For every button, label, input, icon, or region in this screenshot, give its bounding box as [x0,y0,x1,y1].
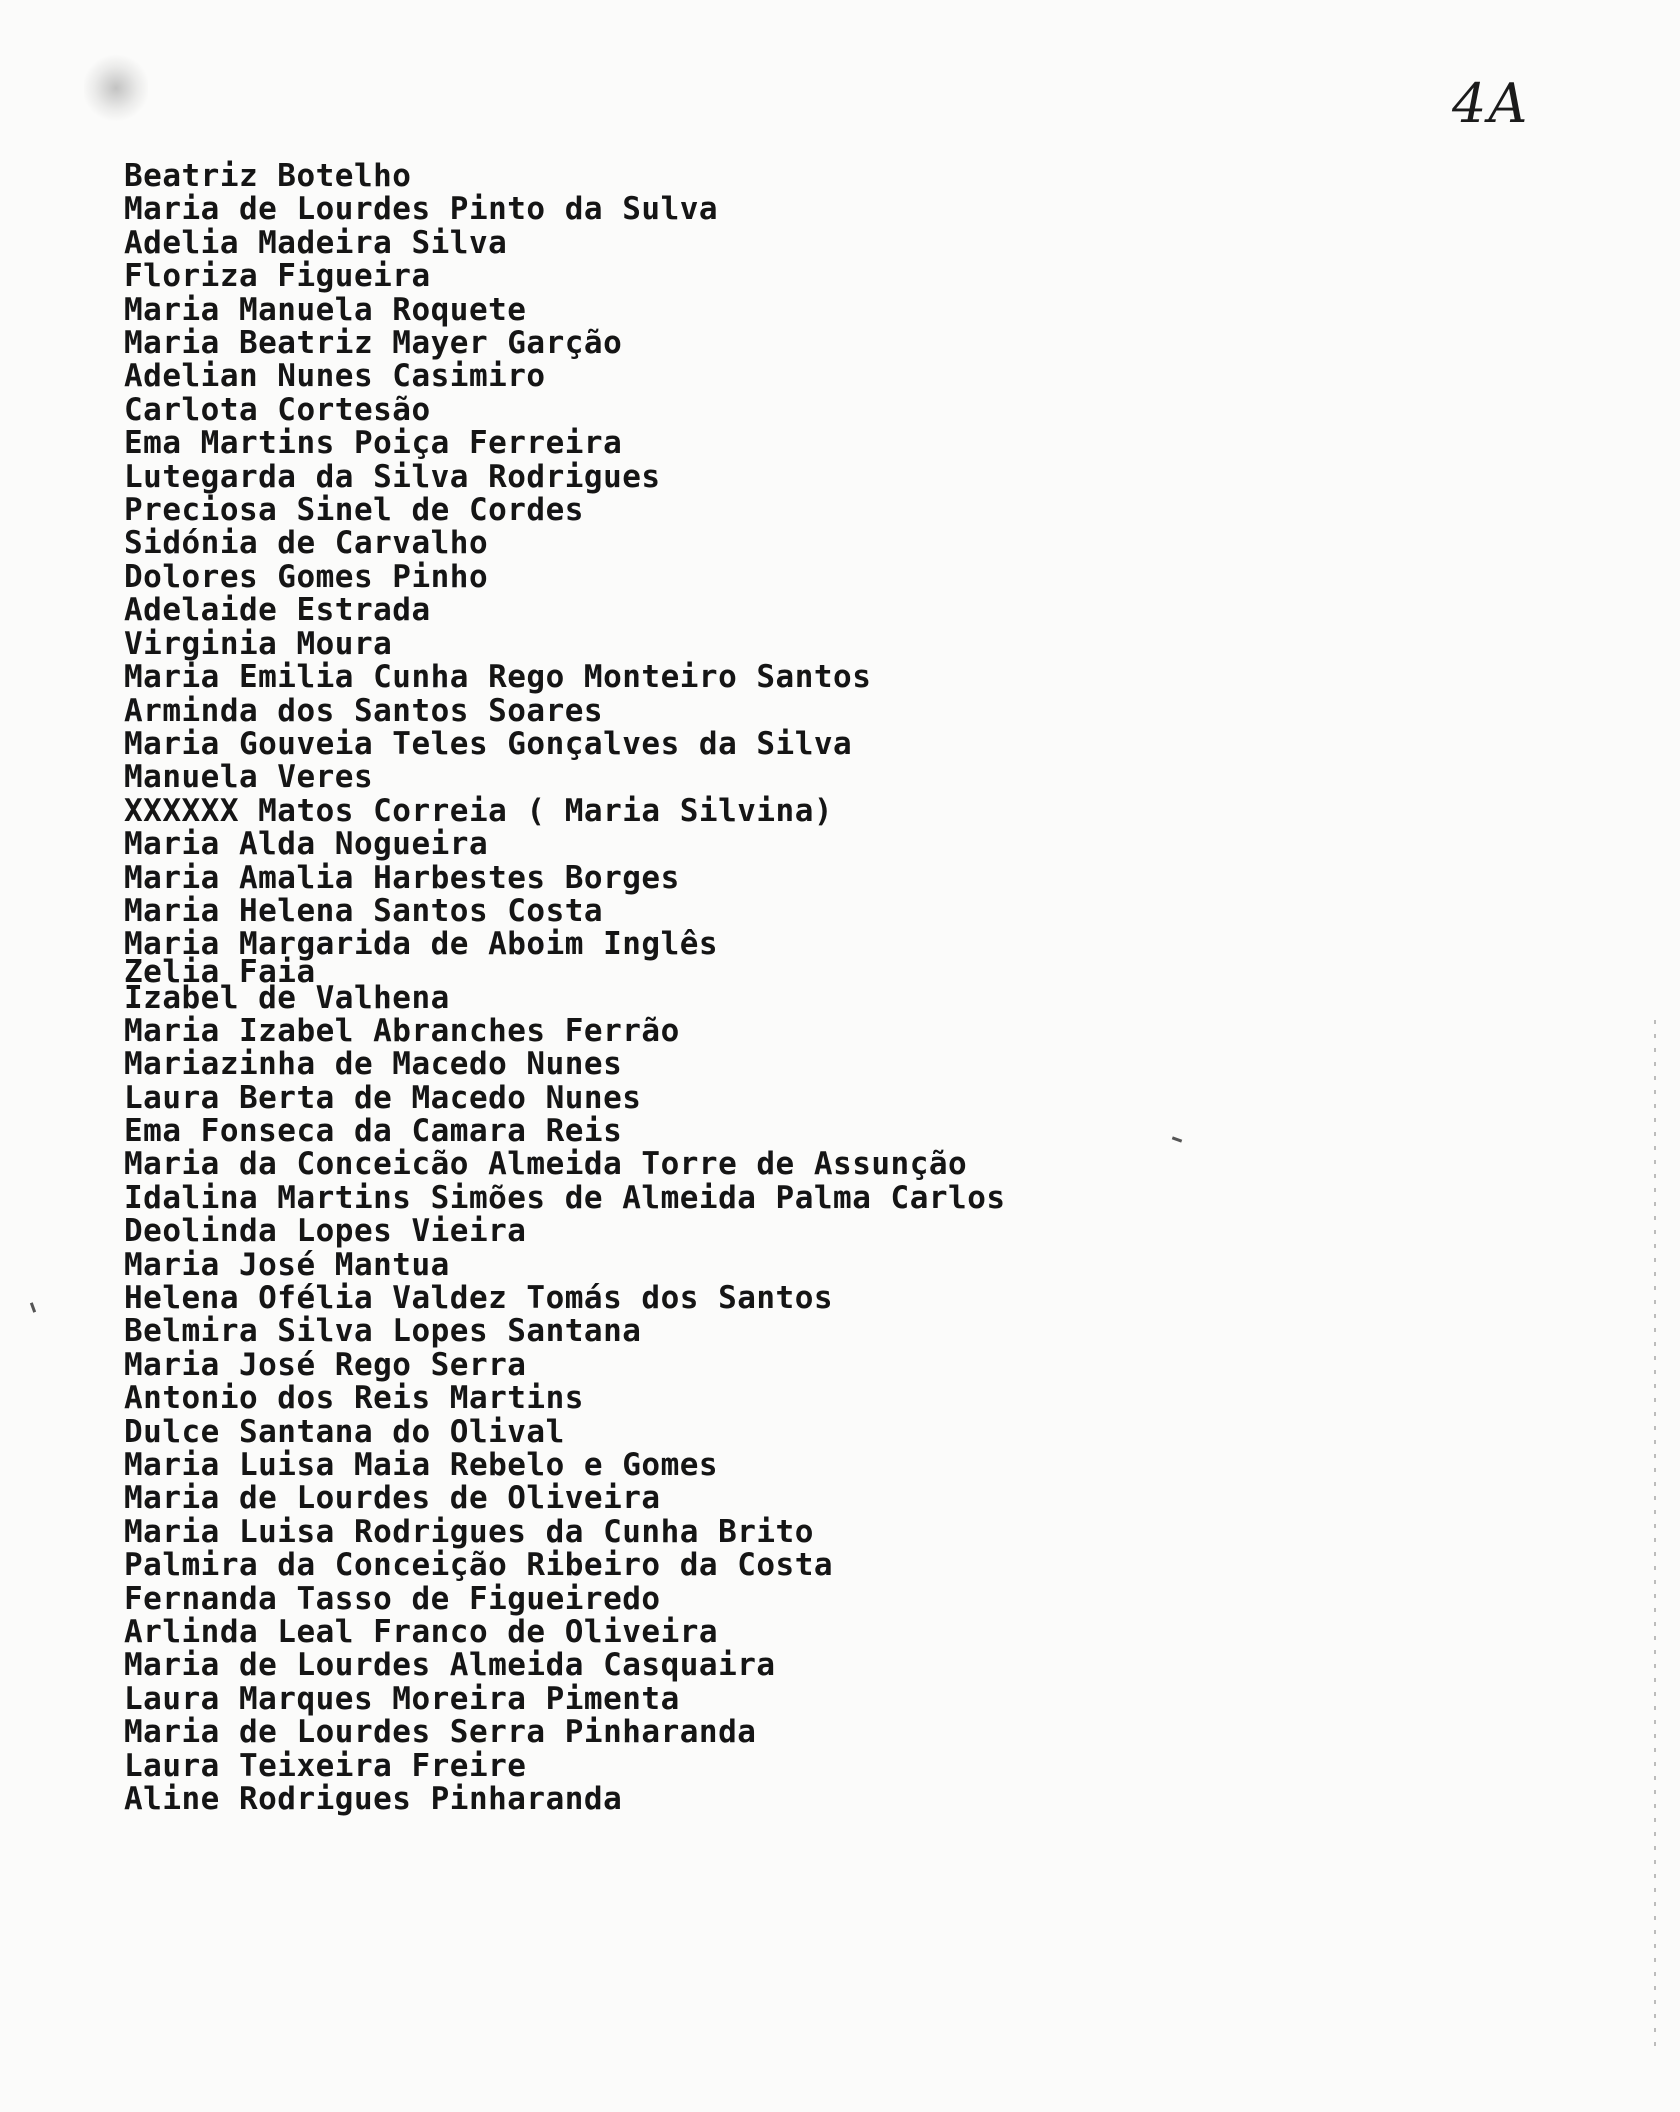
list-item: Maria Margarida de Aboim Inglês [124,926,719,963]
list-item: Helena Ofélia Valdez Tomás dos Santos [124,1280,834,1316]
list-item: Lutegarda da Silva Rodrigues [124,458,661,495]
list-item: Maria Helena Santos Costa [124,892,604,929]
name-list [124,160,1006,1817]
list-item: Idalina Martins Simões de Almeida Palma Carlos [124,1179,1006,1216]
list-item: Maria Manuela Roquete [124,291,527,328]
list-item: Deolinda Lopes Vieira [124,1213,527,1250]
page-edge-marks [1654,1020,1656,2050]
list-item: Beatriz Botelho [124,158,412,194]
list-item: Belmira Silva Lopes Santana [124,1313,642,1350]
page-number: 4A [1452,72,1530,135]
list-item: Preciosa Sinel de Cordes [124,492,584,529]
list-item: Maria da Conceicão Almeida Torre de Assunção [124,1146,968,1183]
list-item: Arlinda Leal Franco de Oliveira [124,1614,719,1651]
list-item: Manuela Veres [124,759,374,796]
list-item: Antonio dos Reis Martins [124,1380,584,1417]
list-item: Maria de Lourdes Serra Pinharanda [124,1714,757,1751]
list-item: Adelian Nunes Casimiro [124,358,546,395]
stray-mark [30,1302,36,1312]
list-item: Maria José Mantua [124,1246,450,1283]
list-item: Laura Teixeira Freire [124,1747,527,1784]
list-item: XXXXXX Matos Correia ( Maria Silvina) [124,792,834,829]
list-item: Laura Marques Moreira Pimenta [124,1680,680,1717]
list-item: Palmira da Conceição Ribeiro da Costa [124,1547,834,1584]
list-item: Maria de Lourdes Pinto da Sulva [124,191,719,228]
list-item: Maria Emilia Cunha Rego Monteiro Santos [124,659,872,696]
list-item: Maria Amalia Harbestes Borges [124,859,680,896]
list-item: Fernanda Tasso de Figueiredo [124,1580,661,1617]
list-item: Aline Rodrigues Pinharanda [124,1781,623,1818]
list-item: Adelia Madeira Silva [124,224,508,261]
list-item: Maria de Lourdes de Oliveira [124,1480,661,1517]
list-item: Maria de Lourdes Almeida Casquaira [124,1647,776,1684]
list-item: Maria Izabel Abranches Ferrão [124,1012,680,1049]
list-item: Arminda dos Santos Soares [124,692,604,729]
list-item: Maria Luisa Rodrigues da Cunha Brito [124,1513,814,1550]
list-item: Maria Alda Nogueira [124,826,489,863]
list-item: Laura Berta de Macedo Nunes [124,1079,642,1116]
list-item: Adelaide Estrada [124,592,431,629]
list-item: Virginia Moura [124,625,393,662]
list-item: Zelia Faia [124,953,316,990]
list-item: Maria Gouveia Teles Gonçalves da Silva [124,725,853,762]
list-item: Maria José Rego Serra [124,1346,527,1383]
list-item: Dolores Gomes Pinho [124,558,489,595]
list-item: Mariazinha de Macedo Nunes [124,1046,623,1083]
list-item: Izabel de Valhena [124,979,450,1016]
ink-smudge [84,52,148,124]
list-item: Dulce Santana do Olival [124,1413,565,1450]
stray-mark [1172,1136,1182,1142]
list-item: Ema Martins Poiça Ferreira [124,425,623,462]
list-item: Sidónia de Carvalho [124,525,489,562]
list-item: Maria Luisa Maia Rebelo e Gomes [124,1447,719,1484]
list-item: Carlota Cortesão [124,391,431,428]
list-item: Ema Fonseca da Camara Reis [124,1112,623,1149]
list-item: Floriza Figueira [124,258,431,295]
list-item: Maria Beatriz Mayer Garção [124,325,623,362]
